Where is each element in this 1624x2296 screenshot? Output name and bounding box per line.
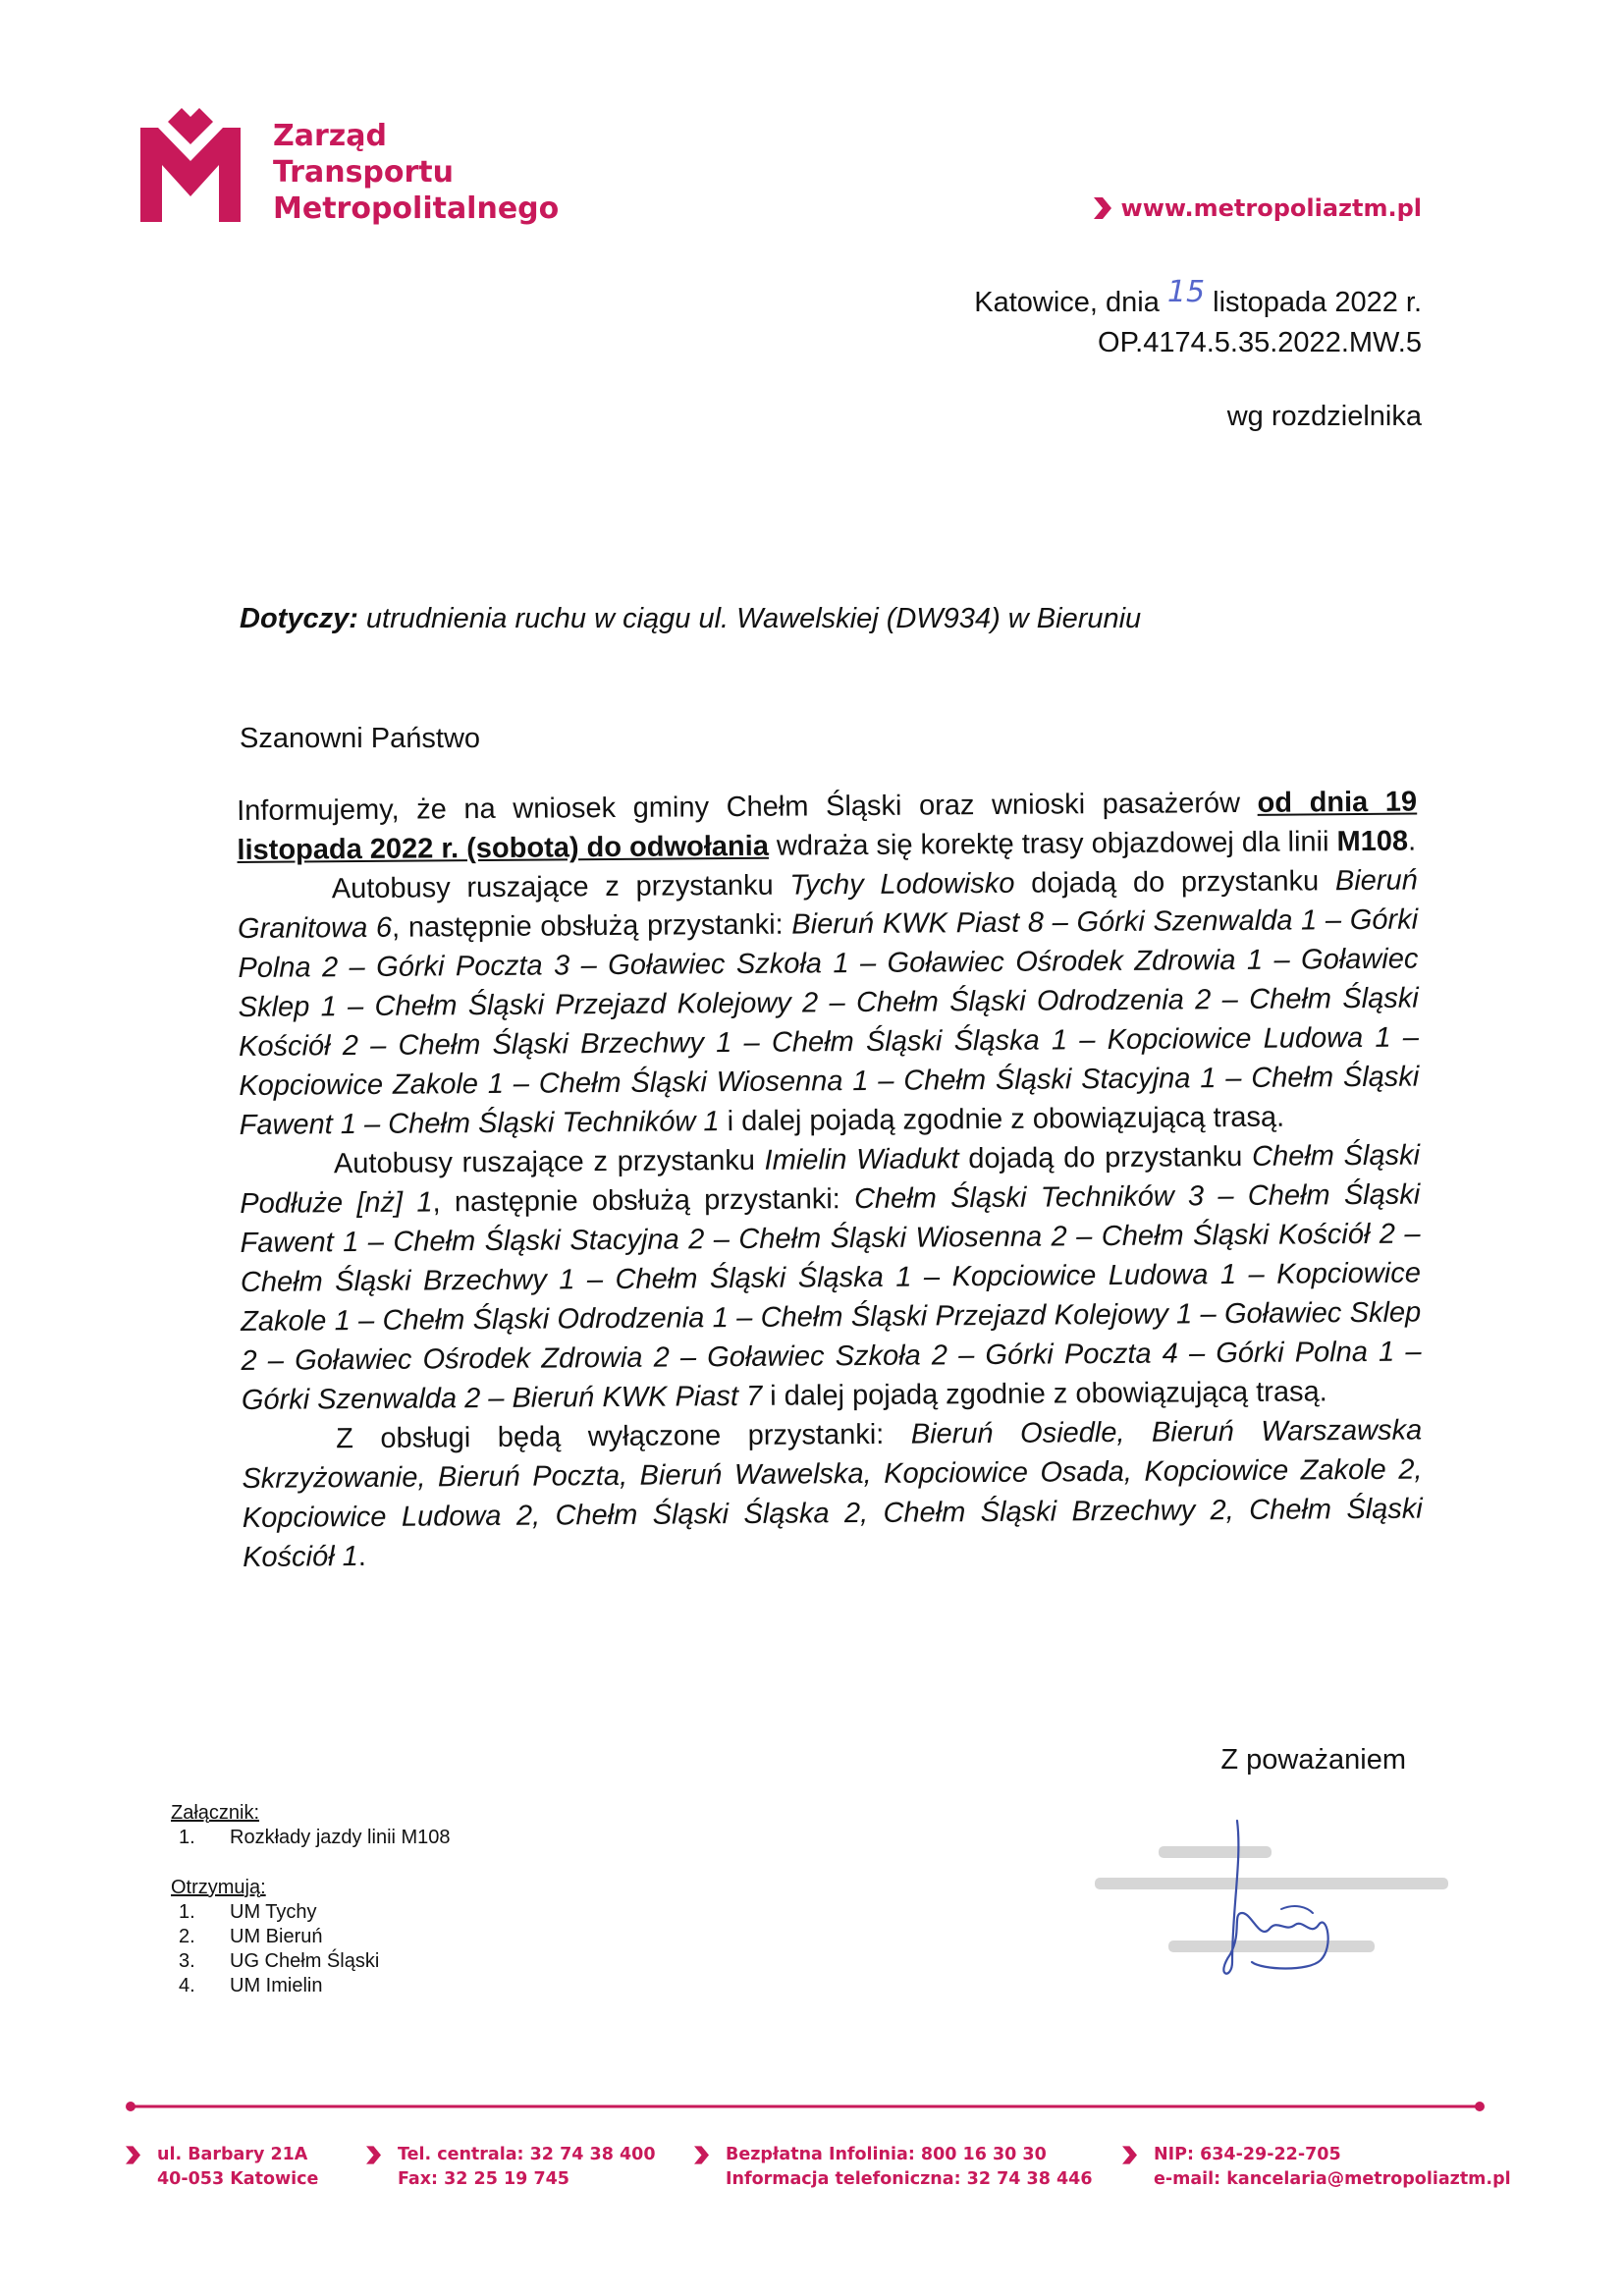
body-paragraph-2 bbox=[238, 861, 1420, 1145]
item-number: 4. bbox=[179, 1975, 195, 1996]
item-text: UM Bieruń bbox=[230, 1926, 323, 1947]
item-text: UM Tychy bbox=[230, 1901, 317, 1923]
p2-text-4: i dalej pojadą zgodnie z obowiązującą trasą. bbox=[719, 1101, 1285, 1138]
free-infoline: Bezpłatna Infolinia: 800 16 30 30 bbox=[726, 2145, 1047, 2164]
chevron-right-icon bbox=[694, 2146, 709, 2164]
phone-information: Informacja telefoniczna: 32 74 38 446 bbox=[726, 2169, 1093, 2189]
date-prefix: Katowice, dnia bbox=[974, 287, 1160, 318]
p1-text-2: wdraża się korektę trasy objazdowej dla linii bbox=[768, 826, 1337, 862]
org-name-line-2: Transportu bbox=[273, 155, 454, 190]
p2-stop-list: Bieruń KWK Piast 8 – Górki Szenwalda 1 – Górki Polna 2 – Górki Poczta 3 – Goławiec Szkoła 1 – Goławiec Ośrodek Zdrowia 1 – Goławiec Sklep 1 – Chełm Śląski Przejazd Kolejowy 2 – Chełm Śląski Odrodzenia 2 – Chełm Śląski Kościół 2 – Chełm Śląski Brzechwy 1 – Chełm Śląski Śląska 1 – Kopciowice Ludowa 1 – Kopciowice Zakole 1 – Chełm Śląski Wiosenna 1 – Chełm Śląski Stacyjna 1 – Chełm Śląski Fawent 1 – Chełm Śląski Techników 1 bbox=[238, 903, 1420, 1141]
p2-text-3: , następnie obsłużą przystanki: bbox=[391, 908, 792, 944]
subject-line bbox=[240, 603, 1141, 635]
list-item bbox=[179, 1900, 379, 1925]
chevron-right-icon bbox=[1122, 2146, 1137, 2164]
p3-start-stop: Imielin Wiadukt bbox=[764, 1143, 959, 1176]
reference-number: OP.4174.5.35.2022.MW.5 bbox=[1098, 327, 1422, 358]
fax-number: Fax: 32 25 19 745 bbox=[398, 2169, 569, 2189]
footer-infoline bbox=[726, 2143, 1093, 2192]
p3-first-stop: Chełm Śląski Podłuże [nż] 1 bbox=[240, 1139, 1421, 1220]
website-url: www.metropoliaztm.pl bbox=[1120, 194, 1422, 222]
subject-text: utrudnienia ruchu w ciągu ul. Wawelskiej (DW934) w Bieruniu bbox=[365, 603, 1142, 634]
p1-text: Informujemy, że na wniosek gminy Chełm Śląski oraz wnioski pasażerów bbox=[237, 787, 1258, 827]
letter-date bbox=[974, 275, 1422, 319]
address-city: 40-053 Katowice bbox=[157, 2169, 319, 2189]
address-street: ul. Barbary 21A bbox=[157, 2145, 308, 2164]
p2-text: Autobusy ruszające z przystanku bbox=[331, 869, 790, 905]
recipients-heading: Otrzymują: bbox=[171, 1877, 266, 1898]
item-number: 3. bbox=[179, 1950, 195, 1972]
p3-text-4: i dalej pojadą zgodnie z obowiązującą trasą. bbox=[762, 1376, 1327, 1412]
footer-phone bbox=[398, 2143, 656, 2192]
p2-first-stop: Bieruń Granitowa 6 bbox=[237, 864, 1418, 945]
email-link[interactable]: e-mail: kancelaria@metropoliaztm.pl bbox=[1154, 2169, 1511, 2189]
phone-central: Tel. centrala: 32 74 38 400 bbox=[398, 2145, 656, 2164]
subject-label: Dotyczy: bbox=[240, 603, 358, 634]
list-item bbox=[179, 1826, 451, 1850]
website-link[interactable] bbox=[1094, 194, 1422, 222]
attachments-heading: Załącznik: bbox=[171, 1802, 260, 1824]
item-text: UG Chełm Śląski bbox=[230, 1950, 380, 1972]
footer-nip-email bbox=[1154, 2143, 1511, 2192]
p4-excluded-stops: Bieruń Osiedle, Bieruń Warszawska Skrzyżowanie, Bieruń Poczta, Bieruń Wawelska, Kopciowice Osada, Kopciowice Zakole 2, Kopciowice Ludowa 2, Chełm Śląski Śląska 2, Chełm Śląski Brzechwy 2, Chełm Śląski Kościół 1 bbox=[242, 1414, 1423, 1573]
p2-text-2: dojadą do przystanku bbox=[1014, 865, 1336, 900]
org-name-line-3: Metropolitalnego bbox=[273, 191, 560, 226]
chevron-right-icon bbox=[1094, 197, 1111, 219]
bus-line-number: M108 bbox=[1336, 825, 1409, 858]
addressee: wg rozdzielnika bbox=[1226, 401, 1422, 432]
attachments-list bbox=[179, 1826, 451, 1850]
p4-text: Z obsługi będą wyłączone przystanki: bbox=[336, 1418, 911, 1455]
p3-text-3: , następnie obsłużą przystanki: bbox=[432, 1183, 855, 1219]
body-paragraph-3 bbox=[240, 1136, 1422, 1420]
salutation: Szanowni Państwo bbox=[240, 723, 481, 754]
signature-stamp bbox=[1085, 1815, 1458, 1992]
list-item bbox=[179, 1925, 379, 1949]
item-number: 1. bbox=[179, 1901, 195, 1923]
organization-name bbox=[273, 118, 559, 227]
org-name-line-1: Zarząd bbox=[273, 119, 387, 153]
list-item bbox=[179, 1974, 379, 1998]
list-item bbox=[179, 1949, 379, 1974]
chevron-right-icon bbox=[126, 2146, 140, 2164]
body-paragraph-1 bbox=[237, 783, 1418, 870]
item-number: 1. bbox=[179, 1827, 195, 1848]
body-paragraph-4 bbox=[242, 1411, 1423, 1577]
item-number: 2. bbox=[179, 1926, 195, 1947]
p4-period: . bbox=[357, 1540, 366, 1573]
footer-address bbox=[157, 2143, 318, 2192]
p1-period: . bbox=[1407, 825, 1417, 857]
item-text: Rozkłady jazdy linii M108 bbox=[230, 1827, 451, 1848]
p3-text-2: dojadą do przystanku bbox=[958, 1140, 1253, 1175]
p1-effective-date: od dnia 19 listopada 2022 r. (sobota) do odwołania bbox=[237, 786, 1418, 866]
nip-number: NIP: 634-29-22-705 bbox=[1154, 2145, 1341, 2164]
ztm-logo-icon bbox=[140, 106, 241, 224]
p3-text: Autobusy ruszające z przystanku bbox=[333, 1144, 765, 1180]
closing-phrase: Z poważaniem bbox=[1220, 1744, 1406, 1776]
footer-divider bbox=[126, 2102, 1485, 2111]
letter-body bbox=[237, 783, 1423, 1577]
recipients-list bbox=[179, 1900, 379, 1998]
p2-start-stop: Tychy Lodowisko bbox=[789, 867, 1015, 902]
date-day-handwritten: 15 bbox=[1166, 275, 1206, 309]
date-suffix: listopada 2022 r. bbox=[1213, 287, 1422, 318]
item-text: UM Imielin bbox=[230, 1975, 323, 1996]
chevron-right-icon bbox=[366, 2146, 381, 2164]
p3-stop-list: Chełm Śląski Techników 3 – Chełm Śląski Fawent 1 – Chełm Śląski Stacyjna 2 – Chełm Śląski Wiosenna 2 – Chełm Śląski Kościół 2 – Chełm Śląski Brzechwy 1 – Chełm Śląski Śląska 1 – Kopciowice Ludowa 1 – Kopciowice Zakole 1 – Chełm Śląski Odrodzenia 1 – Chełm Śląski Przejazd Kolejowy 1 – Goławiec Sklep 2 – Goławiec Ośrodek Zdrowia 2 – Goławiec Szkoła 2 – Górki Poczta 4 – Górki Polna 1 – Górki Szenwalda 2 – Bieruń KWK Piast 7 bbox=[240, 1178, 1422, 1416]
